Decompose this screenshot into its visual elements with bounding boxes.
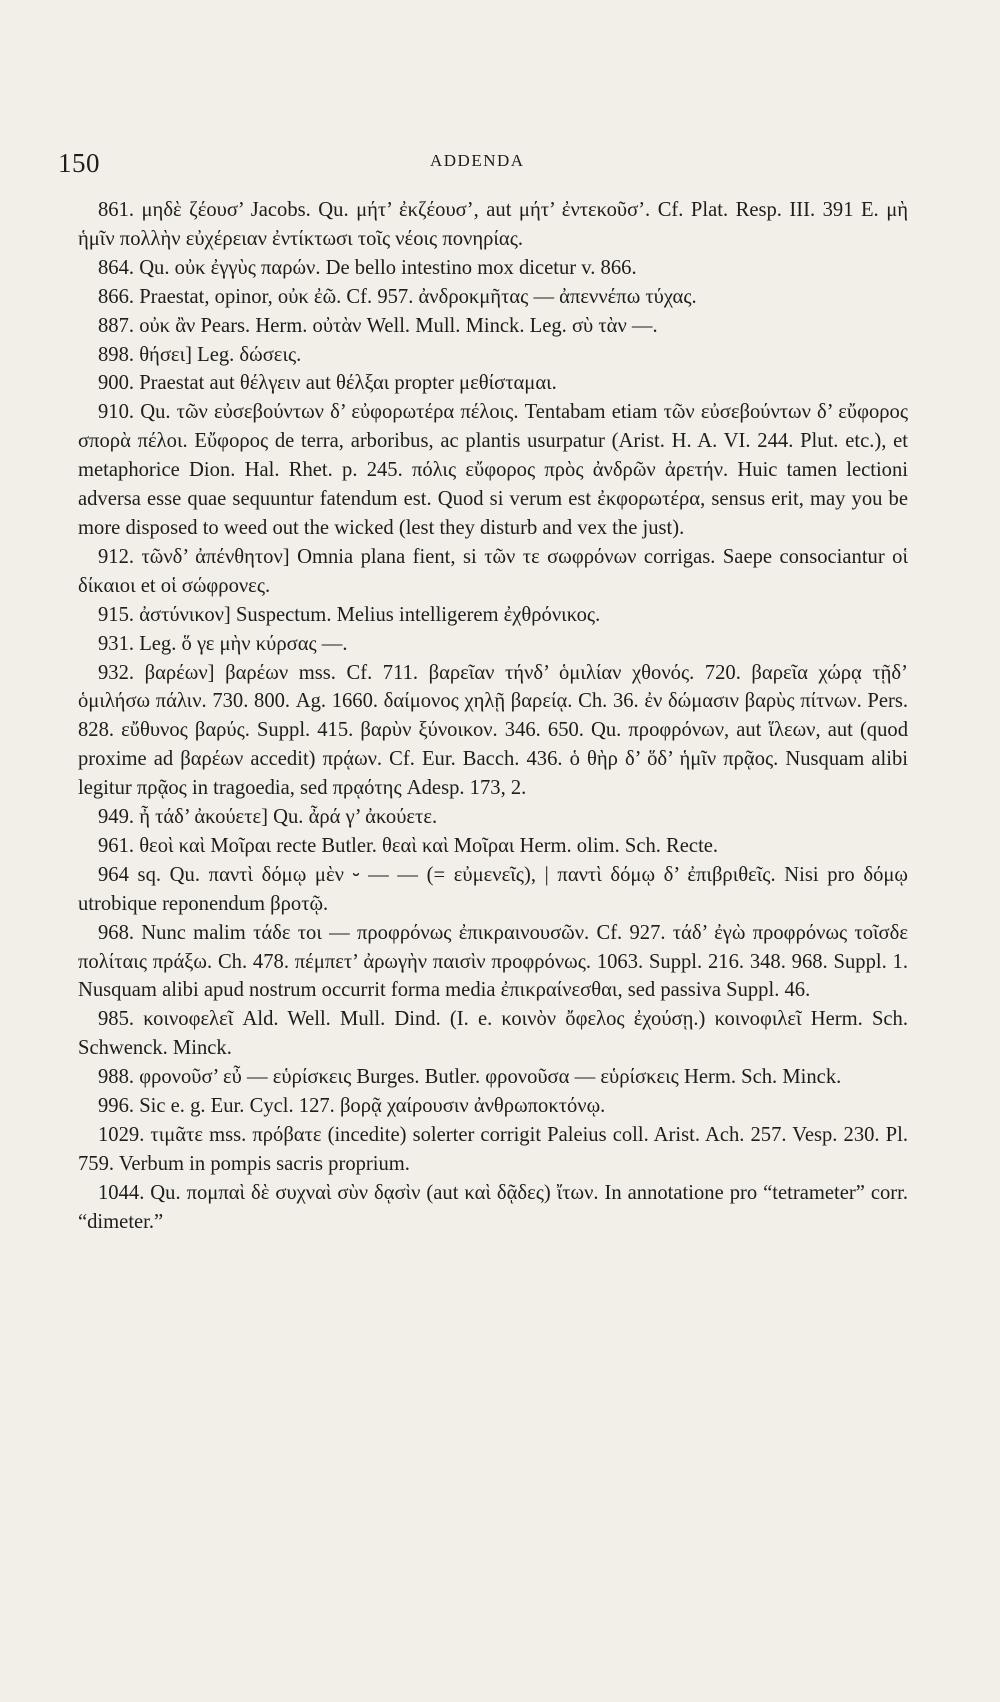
addenda-notes [78, 196, 908, 1237]
note-866: 866. Praestat, opinor, οὐκ ἐῶ. Cf. 957. ἀνδροκμῆτας — ἀπεννέπω τύχας. [98, 285, 697, 308]
note-861: 861. μηδὲ ζέουσ’ Jacobs. Qu. μήτ’ ἐκζέουσ’, aut μήτ’ ἐντεκοῦσ’. Cf. Plat. Resp. III. 391 E. μὴ ἡμῖν πολλὴν εὐχέρειαν ἐντίκτωσι τοῖς νέοις πονηρίας. [78, 199, 908, 250]
note-887: 887. οὐκ ἂν Pears. Herm. οὐτὰν Well. Mull. Minck. Leg. σὺ τὰν —. [98, 314, 658, 337]
note-932: 932. βαρέων] βαρέων mss. Cf. 711. βαρεῖαν τήνδ’ ὁμιλίαν χθονός. 720. βαρεῖα χώρᾳ τῇδ’ ὁμιλήσω πάλιν. 730. 800. Ag. 1660. δαίμονος χηλῇ βαρείᾳ. Ch. 36. ἐν δώμασιν βαρὺς πίτνων. Pers. 828. εὔθυνος βαρύς. Suppl. 415. βαρὺν ξύνοικον. 346. 650. Qu. προφρόνων, aut ἵλεων, aut (quod proxime ad βαρέων accedit) πρᾴων. Cf. Eur. Bacch. 436. ὁ θὴρ δ’ ὅδ’ ἡμῖν πρᾷος. Nusquam alibi legitur πρᾷος in tragoedia, sed πρᾳότης Adesp. 173, 2. [78, 661, 908, 800]
note-915: 915. ἀστύνικον] Suspectum. Melius intelligerem ἐχθρόνικος. [98, 603, 601, 626]
note-996: 996. Sic e. g. Eur. Cycl. 127. βορᾷ χαίρουσιν ἀνθρωποκτόνῳ. [98, 1095, 606, 1118]
note-988: 988. φρονοῦσ’ εὖ — εὑρίσκεις Burges. Butler. φρονοῦσα — εὑρίσκεις Herm. Sch. Minck. [98, 1066, 842, 1089]
note-910: 910. Qu. τῶν εὐσεβούντων δ’ εὐφορωτέρα πέλοις. Tentabam etiam τῶν εὐσεβούντων δ’ εὔφορος σπορὰ πέλοι. Εὔφορος de terra, arboribus, ac plantis usurpatur (Arist. H. A. VI. 244. Plut. etc.), et metaphorice Dion. Hal. Rhet. p. 245. πόλις εὔφορος πρὸς ἀνδρῶν ἀρετήν. Huic tamen lectioni adversa esse quae sequuntur fatendum est. Quod si verum est ἐκφορωτέρα, sensus erit, may you be more disposed to weed out the wicked (lest they disturb and vex the just). [78, 401, 908, 539]
note-964: 964 sq. Qu. παντὶ δόμῳ μὲν ⏑ — — (= εὐμενεῖς), | παντὶ δόμῳ δ’ ἐπιβριθεῖς. Nisi pro δόμῳ utrobique reponendum βροτῷ. [78, 863, 908, 915]
running-head: ADDENDA [430, 151, 525, 170]
note-1044: 1044. Qu. πομπαὶ δὲ συχναὶ σὺν δᾳσὶν (aut καὶ δᾷδες) ἴτων. In annotatione pro “tetrameter” corr. “dimeter.” [78, 1181, 908, 1233]
note-949: 949. ἦ τάδ’ ἀκούετε] Qu. ἆρά γ’ ἀκούετε. [98, 806, 438, 829]
note-864: 864. Qu. οὐκ ἐγγὺς παρών. De bello intestino mox dicetur v. 866. [98, 256, 637, 279]
page-number: 150 [58, 148, 100, 178]
note-985: 985. κοινοφελεῖ Ald. Well. Mull. Dind. (I. e. κοινὸν ὄφελος ἐχούσῃ.) κοινοφιλεῖ Herm. Sch. Schwenck. Minck. [78, 1008, 908, 1060]
note-898: 898. θήσει] Leg. δώσεις. [98, 343, 302, 366]
note-900: 900. Praestat aut θέλγειν aut θέλξαι propter μεθίσταμαι. [98, 372, 557, 395]
note-912: 912. τῶνδ’ ἀπένθητον] Omnia plana fient, si τῶν τε σωφρόνων corrigas. Saepe consociantur οἱ δίκαιοι et οἱ σώφρονες. [78, 545, 908, 597]
note-931: 931. Leg. ὅ γε μὴν κύρσας —. [98, 632, 348, 655]
note-961: 961. θεοὶ καὶ Μοῖραι recte Butler. θεαὶ καὶ Μοῖραι Herm. olim. Sch. Recte. [98, 834, 719, 857]
note-968: 968. Nunc malim τάδε τοι — προφρόνως ἐπικραινουσῶν. Cf. 927. τάδ’ ἐγὼ προφρόνως τοῖσδε πολίταις πράξω. Ch. 478. πέμπετ’ ἀρωγὴν παισὶν προφρόνως. 1063. Suppl. 216. 348. 968. Suppl. 1. Nusquam alibi apud nostrum occurrit forma media ἐπικραίνεσθαι, sed passiva Suppl. 46. [78, 921, 908, 1002]
note-1029: 1029. τιμᾶτε mss. πρόβατε (incedite) solerter corrigit Paleius coll. Arist. Ach. 257. Vesp. 230. Pl. 759. Verbum in pompis sacris proprium. [78, 1124, 908, 1175]
